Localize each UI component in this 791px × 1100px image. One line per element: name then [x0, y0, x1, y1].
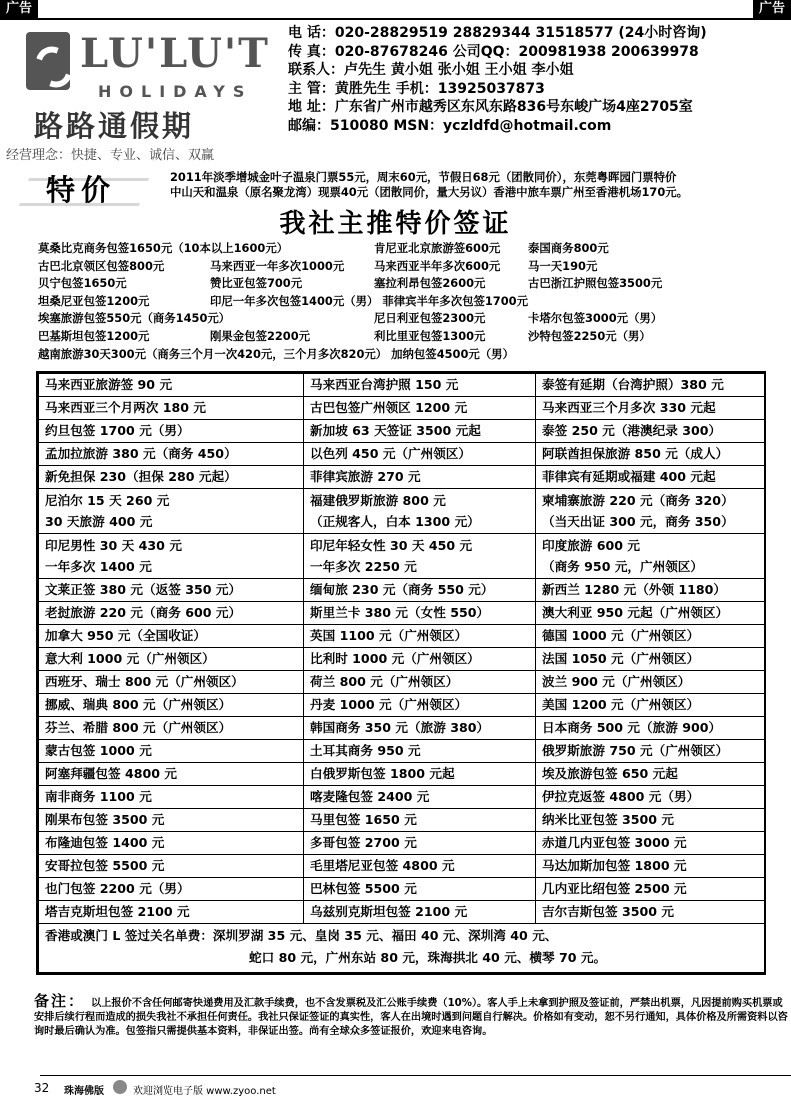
- promo-item: 马来西亚半年多次600元: [374, 258, 501, 273]
- postcode-line: 邮编：510080 MSN：yczldfd@hotmail.com: [288, 117, 612, 134]
- table-cell: [304, 420, 536, 443]
- promo-item: 莫桑比克商务包签1650元（10本以上1600元）: [38, 241, 289, 255]
- table-cell: [39, 786, 304, 809]
- cell-line: 一年多次 2250 元: [310, 559, 417, 574]
- cell-line: 马来西亚台湾护照 150 元: [310, 377, 459, 392]
- promo-item: 马来西亚一年多次1000元: [210, 258, 345, 273]
- cell-line: 泰签 250 元（港澳纪录 300）: [542, 423, 722, 438]
- table-row: [39, 855, 765, 878]
- table-cell: [304, 832, 536, 855]
- promo-item: 沙特包签2250元（男）: [528, 328, 651, 343]
- cell-line: 菲律宾有延期或福建 400 元起: [542, 469, 716, 484]
- manager-line: 主 管：黄胜先生 手机：13925037873: [288, 80, 545, 97]
- logo-chinese-name: 路路通假期: [34, 109, 195, 143]
- table-row: [39, 420, 765, 443]
- table-cell: [39, 648, 304, 671]
- promo-line: 2011年淡季增城金叶子温泉门票55元，周末60元，节假日68元（团散同价），东莞粤晖园门票特价: [170, 170, 677, 184]
- promo-item: 坦桑尼亚包签1200元: [38, 293, 150, 308]
- table-row: [39, 443, 765, 466]
- table-cell: [304, 809, 536, 832]
- table-row: [39, 397, 765, 420]
- table-cell: [536, 648, 765, 671]
- cell-line: 英国 1100 元（广州领区）: [310, 628, 468, 643]
- promo-item: 越南旅游30天300元（商务三个月一次420元，三个月多次820元） 加纳包签4500元（男）: [38, 346, 514, 361]
- cell-line: 印度旅游 600 元: [542, 538, 641, 553]
- cell-line: 加拿大 950 元（全国收证）: [45, 628, 206, 643]
- cell-line: 老挝旅游 220 元（商务 600 元）: [45, 605, 242, 620]
- promo-row: [38, 310, 788, 328]
- table-cell: [39, 489, 304, 534]
- cell-line: 印尼年轻女性 30 天 450 元: [310, 538, 473, 553]
- table-row: [39, 648, 765, 671]
- cell-line: 挪威、瑞典 800 元（广州领区）: [45, 697, 232, 712]
- promo-item: 卡塔尔包签3000元（男）: [528, 311, 663, 326]
- promo-item: 贝宁包签1650元: [38, 276, 127, 291]
- table-cell: [304, 671, 536, 694]
- table-cell: [536, 489, 765, 534]
- table-cell: [536, 740, 765, 763]
- table-row: [39, 602, 765, 625]
- company-logo: [6, 26, 286, 161]
- cell-line: 纳米比亚包签 3500 元: [542, 812, 674, 827]
- table-row: [39, 625, 765, 648]
- cell-line: 新西兰 1280 元（外领 1180）: [542, 582, 727, 597]
- promo-row: [38, 346, 788, 364]
- cell-line: （当天出证 300 元，商务 350）: [542, 514, 734, 529]
- cell-line: 菲律宾旅游 270 元: [310, 469, 421, 484]
- table-row: [39, 901, 765, 924]
- phone-line: 电 话：020-28829519 28829344 31518577 (24小时咨询): [288, 25, 707, 41]
- table-cell: [536, 579, 765, 602]
- table-cell: [39, 855, 304, 878]
- logo-holidays: HOLIDAYS: [98, 82, 253, 101]
- cell-line: 孟加拉旅游 380 元（商务 450）: [45, 446, 237, 461]
- special-promo-text: [170, 170, 788, 200]
- table-row: [39, 466, 765, 489]
- website-link[interactable]: 欢迎浏览电子版 www.zyoo.net: [133, 1086, 276, 1097]
- table-cell: [39, 625, 304, 648]
- promo-item: 肯尼亚北京旅游签600元: [374, 241, 501, 255]
- promo-item: 塞拉利昂包签2600元: [374, 276, 486, 291]
- table-cell: [304, 534, 536, 579]
- table-cell: [536, 466, 765, 489]
- cell-line: 马里包签 1650 元: [310, 812, 417, 827]
- table-cell: [536, 717, 765, 740]
- table-cell: [536, 901, 765, 924]
- cell-line: 福建俄罗斯旅游 800 元: [310, 493, 446, 508]
- cell-line: 安哥拉包签 5500 元: [45, 858, 165, 873]
- cell-line: 韩国商务 350 元（旅游 380）: [310, 720, 490, 735]
- cell-line: 印尼男性 30 天 430 元: [45, 538, 182, 553]
- table-row: [39, 534, 765, 579]
- cell-line: 缅甸旅 230 元（商务 550 元）: [310, 582, 494, 597]
- table-cell: [304, 786, 536, 809]
- promo-item: 利比里亚包签1300元: [374, 328, 486, 343]
- company-motto: 经营理念：快捷、专业、诚信、双赢: [6, 148, 215, 163]
- border-fee-cell: [39, 924, 765, 973]
- cell-line: 丹麦 1000 元（广州领区）: [310, 697, 468, 712]
- table-cell: [304, 694, 536, 717]
- cell-line: 荷兰 800 元（广州领区）: [310, 674, 459, 689]
- cell-line: 埃及旅游包签 650 元起: [542, 766, 678, 781]
- cell-line: 赤道几内亚包签 3000 元: [542, 835, 687, 850]
- table-cell: [304, 717, 536, 740]
- table-row: [39, 763, 765, 786]
- table-row: [39, 809, 765, 832]
- promo-item: 尼日利亚包签2300元: [374, 311, 486, 326]
- cell-line: 泰签有延期（台湾护照）380 元: [542, 377, 724, 392]
- table-cell: [39, 694, 304, 717]
- cell-line: 新免担保 230（担保 280 元起）: [45, 469, 237, 484]
- table-cell: [536, 443, 765, 466]
- table-row: [39, 786, 765, 809]
- table-cell: [304, 878, 536, 901]
- table-cell: [39, 878, 304, 901]
- contact-block: [288, 24, 788, 135]
- special-label: 特价: [46, 173, 117, 207]
- table-cell: [536, 534, 765, 579]
- table-cell: [536, 763, 765, 786]
- cell-line: 新加坡 63 天签证 3500 元起: [310, 423, 481, 438]
- table-cell: [536, 786, 765, 809]
- table-cell: [39, 420, 304, 443]
- logo-s-icon: [26, 32, 70, 90]
- cell-line: 俄罗斯旅游 750 元（广州领区）: [542, 743, 729, 758]
- cell-line: （正规客人，白本 1300 元）: [310, 514, 480, 529]
- cell-line: 喀麦隆包签 2400 元: [310, 789, 430, 804]
- logo-brand: LU'LU'T: [80, 30, 270, 77]
- table-cell: [536, 694, 765, 717]
- cell-line: 巴林包签 5500 元: [310, 881, 417, 896]
- notes-block: [34, 994, 788, 1039]
- cell-line: 马来西亚旅游签 90 元: [45, 377, 173, 392]
- cell-line: 美国 1200 元（广州领区）: [542, 697, 700, 712]
- table-cell: [39, 374, 304, 397]
- promo-row: [38, 275, 788, 293]
- table-cell: [304, 901, 536, 924]
- page-footer: [0, 1075, 791, 1099]
- table-cell: [39, 466, 304, 489]
- promo-item: 埃塞旅游包签550元（商务1450元）: [38, 311, 231, 326]
- ad-label-left: 广告: [0, 0, 38, 18]
- table-cell: [39, 602, 304, 625]
- cell-line: 刚果布包签 3500 元: [45, 812, 165, 827]
- table-cell: [39, 397, 304, 420]
- cell-line: 古巴包签广州领区 1200 元: [310, 400, 468, 415]
- table-cell: [39, 809, 304, 832]
- site-logo-icon: [113, 1080, 127, 1094]
- table-cell: [304, 625, 536, 648]
- cell-line: 布隆迪包签 1400 元: [45, 835, 165, 850]
- cell-line: 斯里兰卡 380 元（女性 550）: [310, 605, 490, 620]
- top-bar: [0, 0, 791, 20]
- promo-item: 古巴浙江护照包签3500元: [528, 276, 663, 291]
- table-cell: [304, 374, 536, 397]
- table-row: [39, 878, 765, 901]
- promo-item: 印尼一年多次包签1400元（男） 菲律宾半年多次包签1700元: [210, 293, 528, 308]
- page-number: 32: [34, 1081, 50, 1095]
- cell-line: 蒙古包签 1000 元: [45, 743, 152, 758]
- cell-line: 以色列 450 元（广州领区）: [310, 446, 471, 461]
- edition-label: 珠海佛版: [64, 1086, 104, 1097]
- table-cell: [39, 443, 304, 466]
- table-cell: [39, 579, 304, 602]
- cell-line: 马来西亚三个月两次 180 元: [45, 400, 206, 415]
- cell-line: 比利时 1000 元（广州领区）: [310, 651, 480, 666]
- promo-item: 马一天190元: [528, 258, 598, 273]
- cell-line: 阿塞拜疆包签 4800 元: [45, 766, 177, 781]
- cell-line: 西班牙、瑞士 800 元（广州领区）: [45, 674, 244, 689]
- notes-text: 以上报价不含任何邮寄快递费用及汇款手续费，也不含发票税及汇公账手续费（10%）。客人手上未拿到护照及签证前，严禁出机票，凡因提前购买机票或安排后续行程而造成的损失我社不承担任何责任。我社只保证签证的真实性，客人在出境时遇到问题自行解决。价格如有变动，恕不另行通知，具体价格及所需资料以咨询时最后确认为准。包签指只需提供基本资料，非保证出签。尚有全球众多签证报价，欢迎来电咨询。: [34, 998, 788, 1037]
- cell-line: 马达加斯加包签 1800 元: [542, 858, 687, 873]
- promo-row: [38, 258, 788, 276]
- cell-line: 柬埔寨旅游 220 元（商务 320）: [542, 493, 734, 508]
- table-cell: [536, 420, 765, 443]
- cell-line: 阿联酋担保旅游 850 元（成人）: [542, 446, 729, 461]
- table-cell: [39, 671, 304, 694]
- featured-visa-list: [38, 240, 788, 363]
- table-cell: [39, 534, 304, 579]
- cell-line: 吉尔吉斯包签 3500 元: [542, 904, 674, 919]
- cell-line: 文莱正签 380 元（返签 350 元）: [45, 582, 242, 597]
- table-cell: [304, 397, 536, 420]
- table-cell: [39, 763, 304, 786]
- promo-row: [38, 293, 788, 311]
- table-row: [39, 717, 765, 740]
- table-cell: [39, 740, 304, 763]
- cell-line: 芬兰、希腊 800 元（广州领区）: [45, 720, 232, 735]
- table-cell: [536, 397, 765, 420]
- table-cell: [39, 717, 304, 740]
- table-cell: [536, 671, 765, 694]
- table-row: [39, 489, 765, 534]
- table-row: [39, 740, 765, 763]
- table-row: [39, 579, 765, 602]
- cell-line: 尼泊尔 15 天 260 元: [45, 493, 170, 508]
- special-offer-badge: [24, 166, 144, 208]
- cell-line: 30 天旅游 400 元: [45, 514, 153, 529]
- table-cell: [304, 443, 536, 466]
- table-row: [39, 374, 765, 397]
- table-cell: [536, 809, 765, 832]
- promo-row: [38, 328, 788, 346]
- cell-line: 德国 1000 元（广州领区）: [542, 628, 700, 643]
- cell-line: 乌兹别克斯坦包签 2100 元: [310, 904, 468, 919]
- table-cell: [39, 901, 304, 924]
- footer-divider: [40, 1075, 791, 1076]
- cell-line: 毛里塔尼亚包签 4800 元: [310, 858, 455, 873]
- table-row: [39, 694, 765, 717]
- table-cell: [536, 855, 765, 878]
- promo-item: 古巴北京领区包签800元: [38, 258, 165, 273]
- table-cell: [304, 489, 536, 534]
- cell-line: 塔吉克斯坦包签 2100 元: [45, 904, 190, 919]
- table-cell: [39, 832, 304, 855]
- cell-line: 意大利 1000 元（广州领区）: [45, 651, 215, 666]
- border-fee-line: 蛇口 80 元，广州东站 80 元，珠海拱北 40 元、横琴 70 元。: [249, 950, 607, 965]
- table-cell: [304, 579, 536, 602]
- cell-line: 马来西亚三个月多次 330 元起: [542, 400, 716, 415]
- table-cell: [304, 602, 536, 625]
- cell-line: 伊拉克返签 4800 元（男）: [542, 789, 700, 804]
- promo-item: 刚果金包签2200元: [210, 328, 311, 343]
- visa-price-table: [36, 371, 766, 975]
- table-cell: [304, 740, 536, 763]
- main-title: 我社主推特价签证: [279, 209, 512, 239]
- cell-line: 土耳其商务 950 元: [310, 743, 421, 758]
- table-row: [39, 832, 765, 855]
- table-cell: [536, 602, 765, 625]
- ad-label-right: 广告: [753, 0, 791, 18]
- promo-line: 中山天和温泉（原名聚龙湾）现票40元（团散同价，量大另议）香港中旅车票广州至香港机场170元。: [170, 185, 689, 199]
- border-fee-line: 香港或澳门 L 签过关名单费：深圳罗湖 35 元、皇岗 35 元、福田 40 元、深圳湾 40 元、: [45, 928, 558, 943]
- table-cell: [536, 374, 765, 397]
- cell-line: 日本商务 500 元（旅游 900）: [542, 720, 722, 735]
- notes-label: 备注：: [34, 992, 86, 1010]
- address-line: 地 址：广东省广州市越秀区东风东路836号东峻广场4座2705室: [288, 99, 693, 115]
- promo-item: 巴基斯坦包签1200元: [38, 328, 150, 343]
- table-row: [39, 671, 765, 694]
- promo-item: 赞比亚包签700元: [210, 276, 303, 291]
- cell-line: 南非商务 1100 元: [45, 789, 152, 804]
- table-cell: [536, 625, 765, 648]
- cell-line: 也门包签 2200 元（男）: [45, 881, 190, 896]
- cell-line: 约旦包签 1700 元（男）: [45, 423, 190, 438]
- cell-line: 几内亚比绍包签 2500 元: [542, 881, 687, 896]
- cell-line: 澳大利亚 950 元起（广州领区）: [542, 605, 729, 620]
- cell-line: 法国 1050 元（广州领区）: [542, 651, 700, 666]
- fax-line: 传 真：020-87678246 公司QQ：200981938 200639978: [288, 43, 699, 60]
- cell-line: 一年多次 1400 元: [45, 559, 152, 574]
- table-cell: [304, 648, 536, 671]
- border-fee-row: [39, 924, 765, 973]
- contact-people: 联系人：卢先生 黄小姐 张小姐 王小姐 李小姐: [288, 62, 574, 78]
- table-cell: [536, 878, 765, 901]
- promo-row: [38, 240, 788, 258]
- cell-line: 白俄罗斯包签 1800 元起: [310, 766, 455, 781]
- cell-line: （商务 950 元，广州领区）: [542, 559, 703, 574]
- table-cell: [304, 855, 536, 878]
- promo-item: 泰国商务800元: [528, 241, 609, 255]
- table-cell: [304, 763, 536, 786]
- table-cell: [536, 832, 765, 855]
- cell-line: 波兰 900 元（广州领区）: [542, 674, 691, 689]
- cell-line: 多哥包签 2700 元: [310, 835, 417, 850]
- table-cell: [304, 466, 536, 489]
